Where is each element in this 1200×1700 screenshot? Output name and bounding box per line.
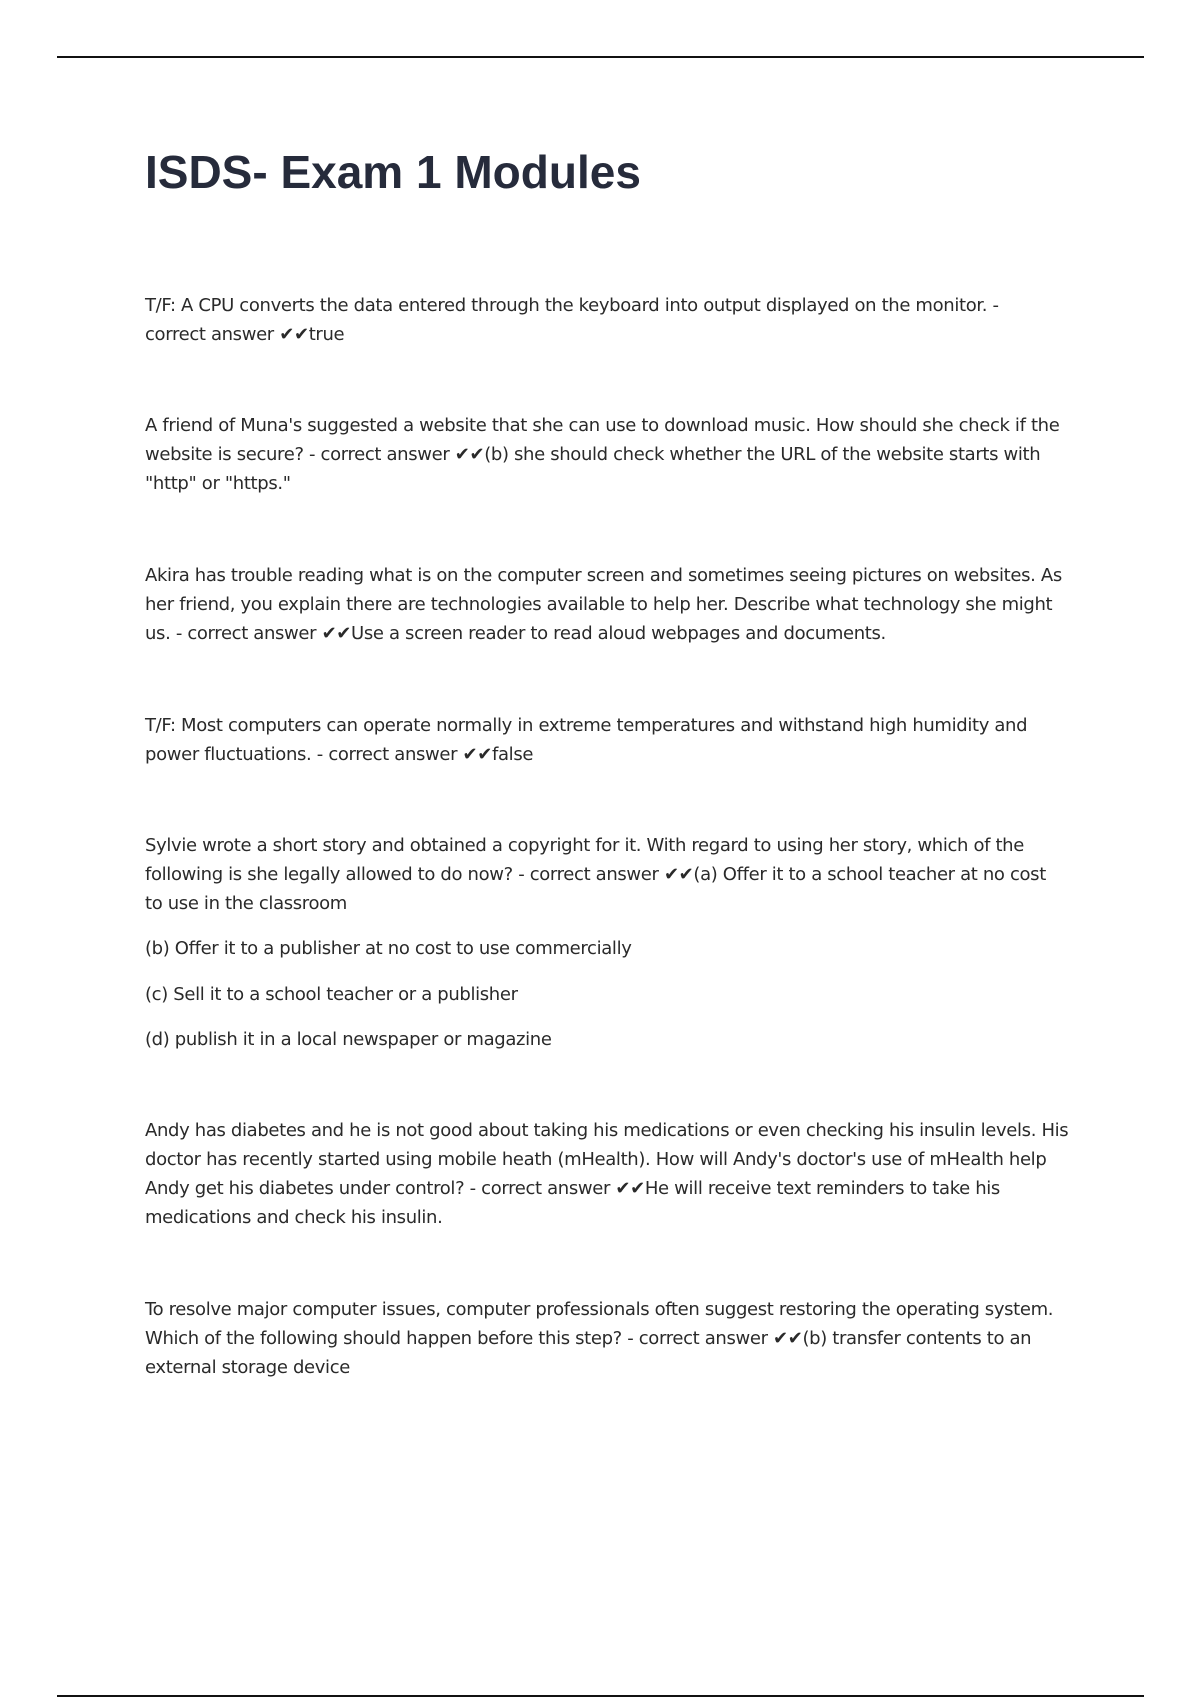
question-block bbox=[145, 831, 1095, 918]
question-block bbox=[145, 711, 1095, 769]
question-block bbox=[145, 1116, 1095, 1232]
question-line: correct answer ✔✔true bbox=[145, 324, 345, 345]
question-line: Andy get his diabetes under control? - correct answer ✔✔He will receive text reminders to take his bbox=[145, 1178, 1000, 1199]
answer-option: (b) Offer it to a publisher at no cost to use commercially bbox=[145, 938, 632, 959]
answer-option: (c) Sell it to a school teacher or a publisher bbox=[145, 984, 518, 1005]
question-line: Which of the following should happen before this step? - correct answer ✔✔(b) transfer contents to an bbox=[145, 1328, 1032, 1349]
question-line: medications and check his insulin. bbox=[145, 1207, 443, 1228]
question-line: T/F: Most computers can operate normally in extreme temperatures and withstand high humidity and bbox=[145, 715, 1028, 736]
question-line: "http" or "https." bbox=[145, 473, 291, 494]
question-line: doctor has recently started using mobile heath (mHealth). How will Andy's doctor's use of mHealth help bbox=[145, 1149, 1047, 1170]
question-line: Andy has diabetes and he is not good about taking his medications or even checking his insulin levels. His bbox=[145, 1120, 1069, 1141]
question-line: To resolve major computer issues, computer professionals often suggest restoring the operating system. bbox=[145, 1299, 1054, 1320]
question-block bbox=[145, 561, 1095, 648]
question-line: T/F: A CPU converts the data entered through the keyboard into output displayed on the monitor. - bbox=[145, 295, 999, 316]
document-title: ISDS- Exam 1 Modules bbox=[145, 146, 641, 198]
answer-option: (d) publish it in a local newspaper or magazine bbox=[145, 1029, 552, 1050]
question-line: Akira has trouble reading what is on the computer screen and sometimes seeing pictures on websites. As bbox=[145, 565, 1062, 586]
top-divider bbox=[57, 56, 1144, 58]
question-block bbox=[145, 291, 1095, 349]
question-line: us. - correct answer ✔✔Use a screen reader to read aloud webpages and documents. bbox=[145, 623, 886, 644]
question-line: A friend of Muna's suggested a website that she can use to download music. How should she check if the bbox=[145, 415, 1060, 436]
question-line: website is secure? - correct answer ✔✔(b) she should check whether the URL of the website starts with bbox=[145, 444, 1041, 465]
question-line: her friend, you explain there are technologies available to help her. Describe what technology she might bbox=[145, 594, 1053, 615]
bottom-divider bbox=[57, 1695, 1144, 1697]
question-line: power fluctuations. - correct answer ✔✔false bbox=[145, 744, 534, 765]
question-line: Sylvie wrote a short story and obtained a copyright for it. With regard to using her story, which of the bbox=[145, 835, 1024, 856]
question-line: external storage device bbox=[145, 1357, 350, 1378]
question-block bbox=[145, 1295, 1095, 1382]
question-line: following is she legally allowed to do now? - correct answer ✔✔(a) Offer it to a school teacher at no cost bbox=[145, 864, 1046, 885]
question-block bbox=[145, 411, 1095, 498]
question-line: to use in the classroom bbox=[145, 893, 347, 914]
